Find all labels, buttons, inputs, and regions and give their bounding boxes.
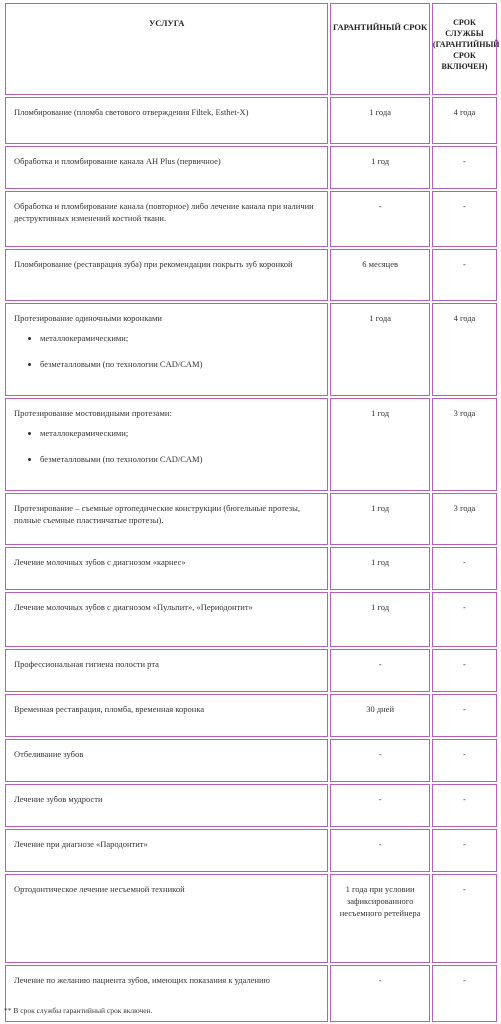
service-option: • безметалловыми (по технологии CAD/CAM)	[40, 358, 319, 370]
lifetime-cell: -	[432, 592, 497, 647]
service-cell	[5, 249, 328, 301]
service-name: Лечение при диагнозе «Пародонтит»	[14, 839, 148, 849]
lifetime-cell: -	[432, 694, 497, 737]
service-cell	[5, 649, 328, 692]
service-cell	[5, 739, 328, 782]
warranty-cell: 1 года	[330, 303, 430, 396]
lifetime-cell: 4 года	[432, 303, 497, 396]
lifetime-cell: -	[432, 249, 497, 301]
service-name: Профессиональная гигиена полости рта	[14, 659, 159, 669]
service-cell	[5, 694, 328, 737]
warranty-cell: -	[330, 829, 430, 872]
service-name: Пломбирование (пломба светового отверждения Filtek, Esthet-X)	[14, 107, 249, 117]
service-cell	[5, 592, 328, 647]
lifetime-cell: -	[432, 874, 497, 963]
warranty-table	[3, 1, 499, 1024]
service-name: Пломбирование (реставрация зуба) при рекомендации покрыть зуб коронкой	[14, 259, 293, 269]
service-name: Обработка и пломбирование канала (повторное) либо лечение канала при наличии деструктивных изменений костной ткани.	[14, 201, 314, 223]
service-cell	[5, 829, 328, 872]
warranty-cell: -	[330, 965, 430, 1022]
warranty-cell: 1 год	[330, 592, 430, 647]
lifetime-cell: 3 года	[432, 493, 497, 545]
table-row	[5, 97, 497, 144]
lifetime-cell: -	[432, 739, 497, 782]
service-option: • безметалловыми (по технологии CAD/CAM)	[40, 453, 319, 465]
service-option: • металлокерамическими;	[40, 427, 319, 439]
service-name: Лечение по желанию пациента зубов, имеющих показания к удалению	[14, 975, 270, 985]
table-row	[5, 592, 497, 647]
warranty-cell: -	[330, 739, 430, 782]
warranty-cell: 6 месяцев	[330, 249, 430, 301]
service-cell	[5, 97, 328, 144]
header-warranty: ГАРАНТИЙНЫЙ СРОК	[330, 3, 430, 95]
service-cell	[5, 303, 328, 396]
table-row	[5, 829, 497, 872]
table-row	[5, 146, 497, 189]
service-name: Протезирование – съемные ортопедические конструкции (бюгельные протезы, полные съемные пластинчатые протезы).	[14, 503, 301, 525]
table-row	[5, 649, 497, 692]
lifetime-cell: -	[432, 829, 497, 872]
service-name: Временная реставрация, пломба, временная коронка	[14, 704, 205, 714]
lifetime-cell: -	[432, 649, 497, 692]
service-name: Обработка и пломбирование канала AH Plus (первичное)	[14, 156, 221, 166]
warranty-cell: 1 года	[330, 97, 430, 144]
service-name: Лечение зубов мудрости	[14, 794, 103, 804]
table-row	[5, 303, 497, 396]
table-row	[5, 191, 497, 247]
warranty-cell: -	[330, 649, 430, 692]
table-row	[5, 694, 497, 737]
warranty-cell: -	[330, 191, 430, 247]
warranty-cell: 1 год	[330, 493, 430, 545]
header-service: УСЛУГА	[5, 3, 328, 95]
service-name: Протезирование одиночными коронками	[14, 313, 162, 323]
service-cell	[5, 547, 328, 590]
warranty-cell: -	[330, 784, 430, 827]
lifetime-cell: -	[432, 784, 497, 827]
service-name: Отбеливание зубов	[14, 749, 84, 759]
table-row	[5, 784, 497, 827]
warranty-cell: 1 года при условии зафиксированного несъемного ретейнера	[330, 874, 430, 963]
service-name: Протезирование мостовидными протезами:	[14, 408, 172, 418]
warranty-cell: 1 год	[330, 146, 430, 189]
service-options-list	[14, 427, 319, 465]
lifetime-cell: -	[432, 965, 497, 1022]
service-cell	[5, 874, 328, 963]
table-header-row	[5, 3, 497, 95]
lifetime-cell: -	[432, 191, 497, 247]
lifetime-cell: -	[432, 146, 497, 189]
table-row	[5, 547, 497, 590]
lifetime-cell: 4 года	[432, 97, 497, 144]
service-cell	[5, 398, 328, 491]
table-row	[5, 249, 497, 301]
footnote: ** В срок службы гарантийный срок включен.	[4, 1006, 153, 1015]
table-body	[5, 97, 497, 1022]
warranty-cell: 1 год	[330, 547, 430, 590]
warranty-cell: 30 дней	[330, 694, 430, 737]
warranty-cell: 1 год	[330, 398, 430, 491]
service-options-list	[14, 332, 319, 370]
service-name: Лечение молочных зубов с диагнозом «Пульпит», «Периодонтит»	[14, 602, 253, 612]
service-cell	[5, 191, 328, 247]
service-cell	[5, 146, 328, 189]
service-name: Ортодонтическое лечение несъемной техникой	[14, 884, 185, 894]
service-option: • металлокерамическими;	[40, 332, 319, 344]
table-row	[5, 493, 497, 545]
table-row	[5, 874, 497, 963]
lifetime-cell: -	[432, 547, 497, 590]
service-name: Лечение молочных зубов с диагнозом «карнес»	[14, 557, 186, 567]
table-row	[5, 739, 497, 782]
service-cell	[5, 493, 328, 545]
lifetime-cell: 3 года	[432, 398, 497, 491]
table-row	[5, 398, 497, 491]
header-lifetime: СРОК СЛУЖБЫ (ГАРАНТИЙНЫЙ СРОК ВКЛЮЧЕН)	[432, 3, 497, 95]
service-cell	[5, 784, 328, 827]
